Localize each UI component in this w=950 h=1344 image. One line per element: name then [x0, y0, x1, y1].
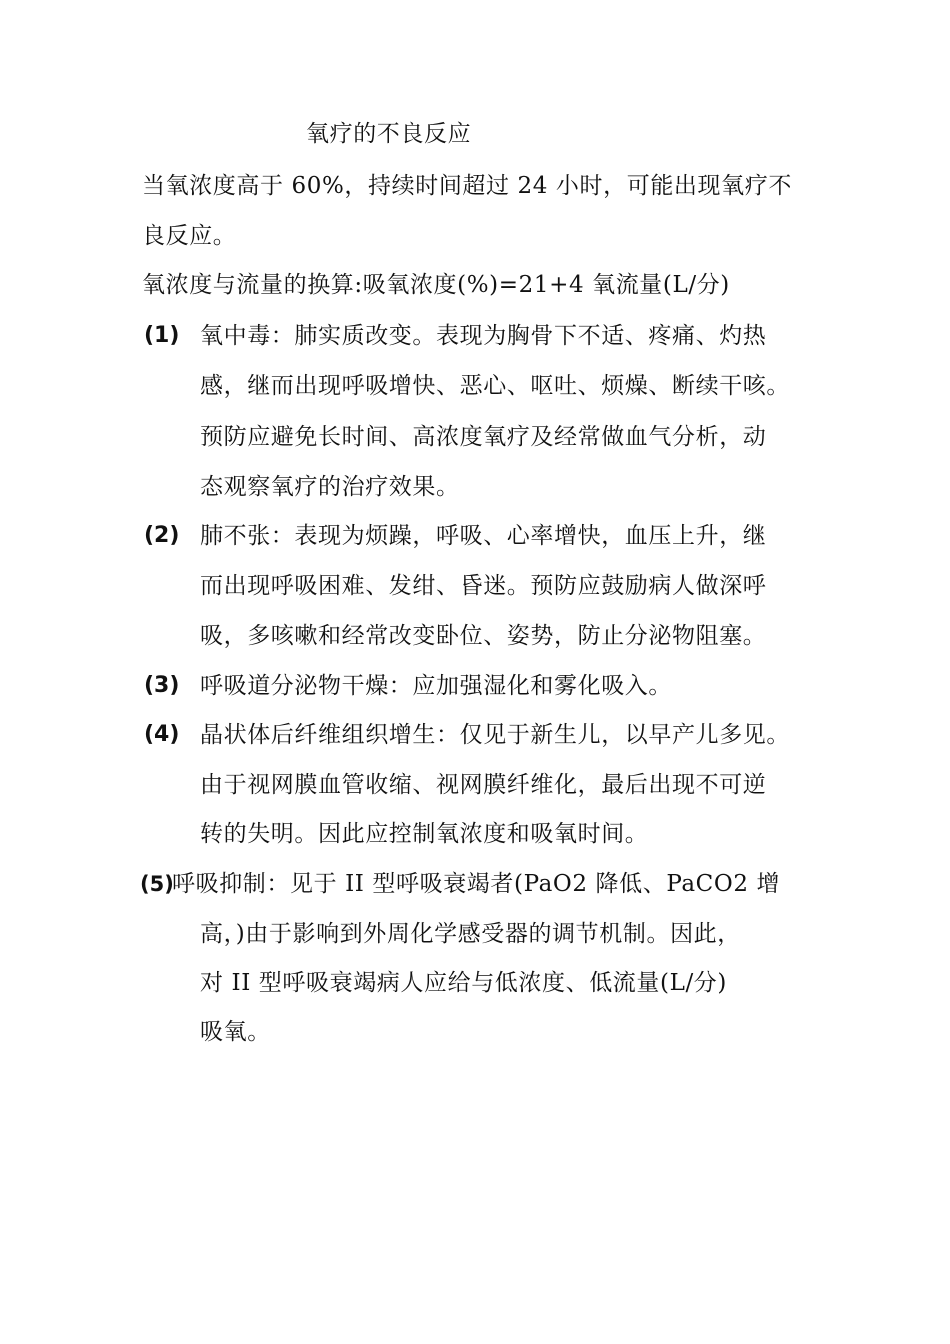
item-1-line-3: 预防应避免长时间、高浓度氧疗及经常做血气分析，动 [200, 424, 767, 450]
item-1-line-2: 感，继而出现呼吸增快、恶心、呕吐、烦燥、断续干咳。 [200, 373, 790, 399]
item-1-line-4: 态观察氧疗的治疗效果。 [200, 474, 460, 500]
item-2-line-2: 而出现呼吸困难、发绀、昏迷。预防应鼓励病人做深呼 [200, 573, 767, 599]
formula-line: 氧浓度与流量的换算:吸氧浓度(%)=21+4 氧流量(L/分) [142, 272, 730, 298]
document-title: 氧疗的不良反应 [306, 121, 472, 147]
item-5-line-3: 对 II 型呼吸衰竭病人应给与低浓度、低流量(L/分) [200, 970, 727, 996]
item-2-line-3: 吸，多咳嗽和经常改变卧位、姿势，防止分泌物阻塞。 [200, 623, 767, 649]
item-4-line-2: 由于视网膜血管收缩、视网膜纤维化，最后出现不可逆 [200, 772, 767, 798]
item-4-line-1: 晶状体后纤维组织增生：仅见于新生儿，以早产儿多见。 [200, 722, 790, 748]
item-5-line-2: 高，)由于影响到外周化学感受器的调节机制。因此， [200, 921, 741, 947]
item-4-marker: (4) [144, 722, 180, 747]
item-5-line-4: 吸氧。 [200, 1019, 271, 1045]
item-3-marker: (3) [144, 673, 180, 698]
intro-line-2: 良反应。 [142, 223, 237, 249]
item-2-marker: (2) [144, 523, 180, 548]
item-5-line-1: 呼吸抑制：见于 II 型呼吸衰竭者(PaO2 降低、PaCO2 增 [172, 871, 781, 897]
item-1-line-1: 氧中毒：肺实质改变。表现为胸骨下不适、疼痛、灼热 [200, 323, 767, 349]
item-2-line-1: 肺不张：表现为烦躁，呼吸、心率增快，血压上升，继 [200, 523, 767, 549]
item-3-line-1: 呼吸道分泌物干燥：应加强湿化和雾化吸入。 [200, 673, 672, 699]
item-5-marker: (5) [140, 872, 174, 896]
intro-line-1: 当氧浓度高于 60%，持续时间超过 24 小时，可能出现氧疗不 [142, 173, 792, 199]
item-1-marker: (1) [144, 323, 180, 348]
item-4-line-3: 转的失明。因此应控制氧浓度和吸氧时间。 [200, 821, 649, 847]
